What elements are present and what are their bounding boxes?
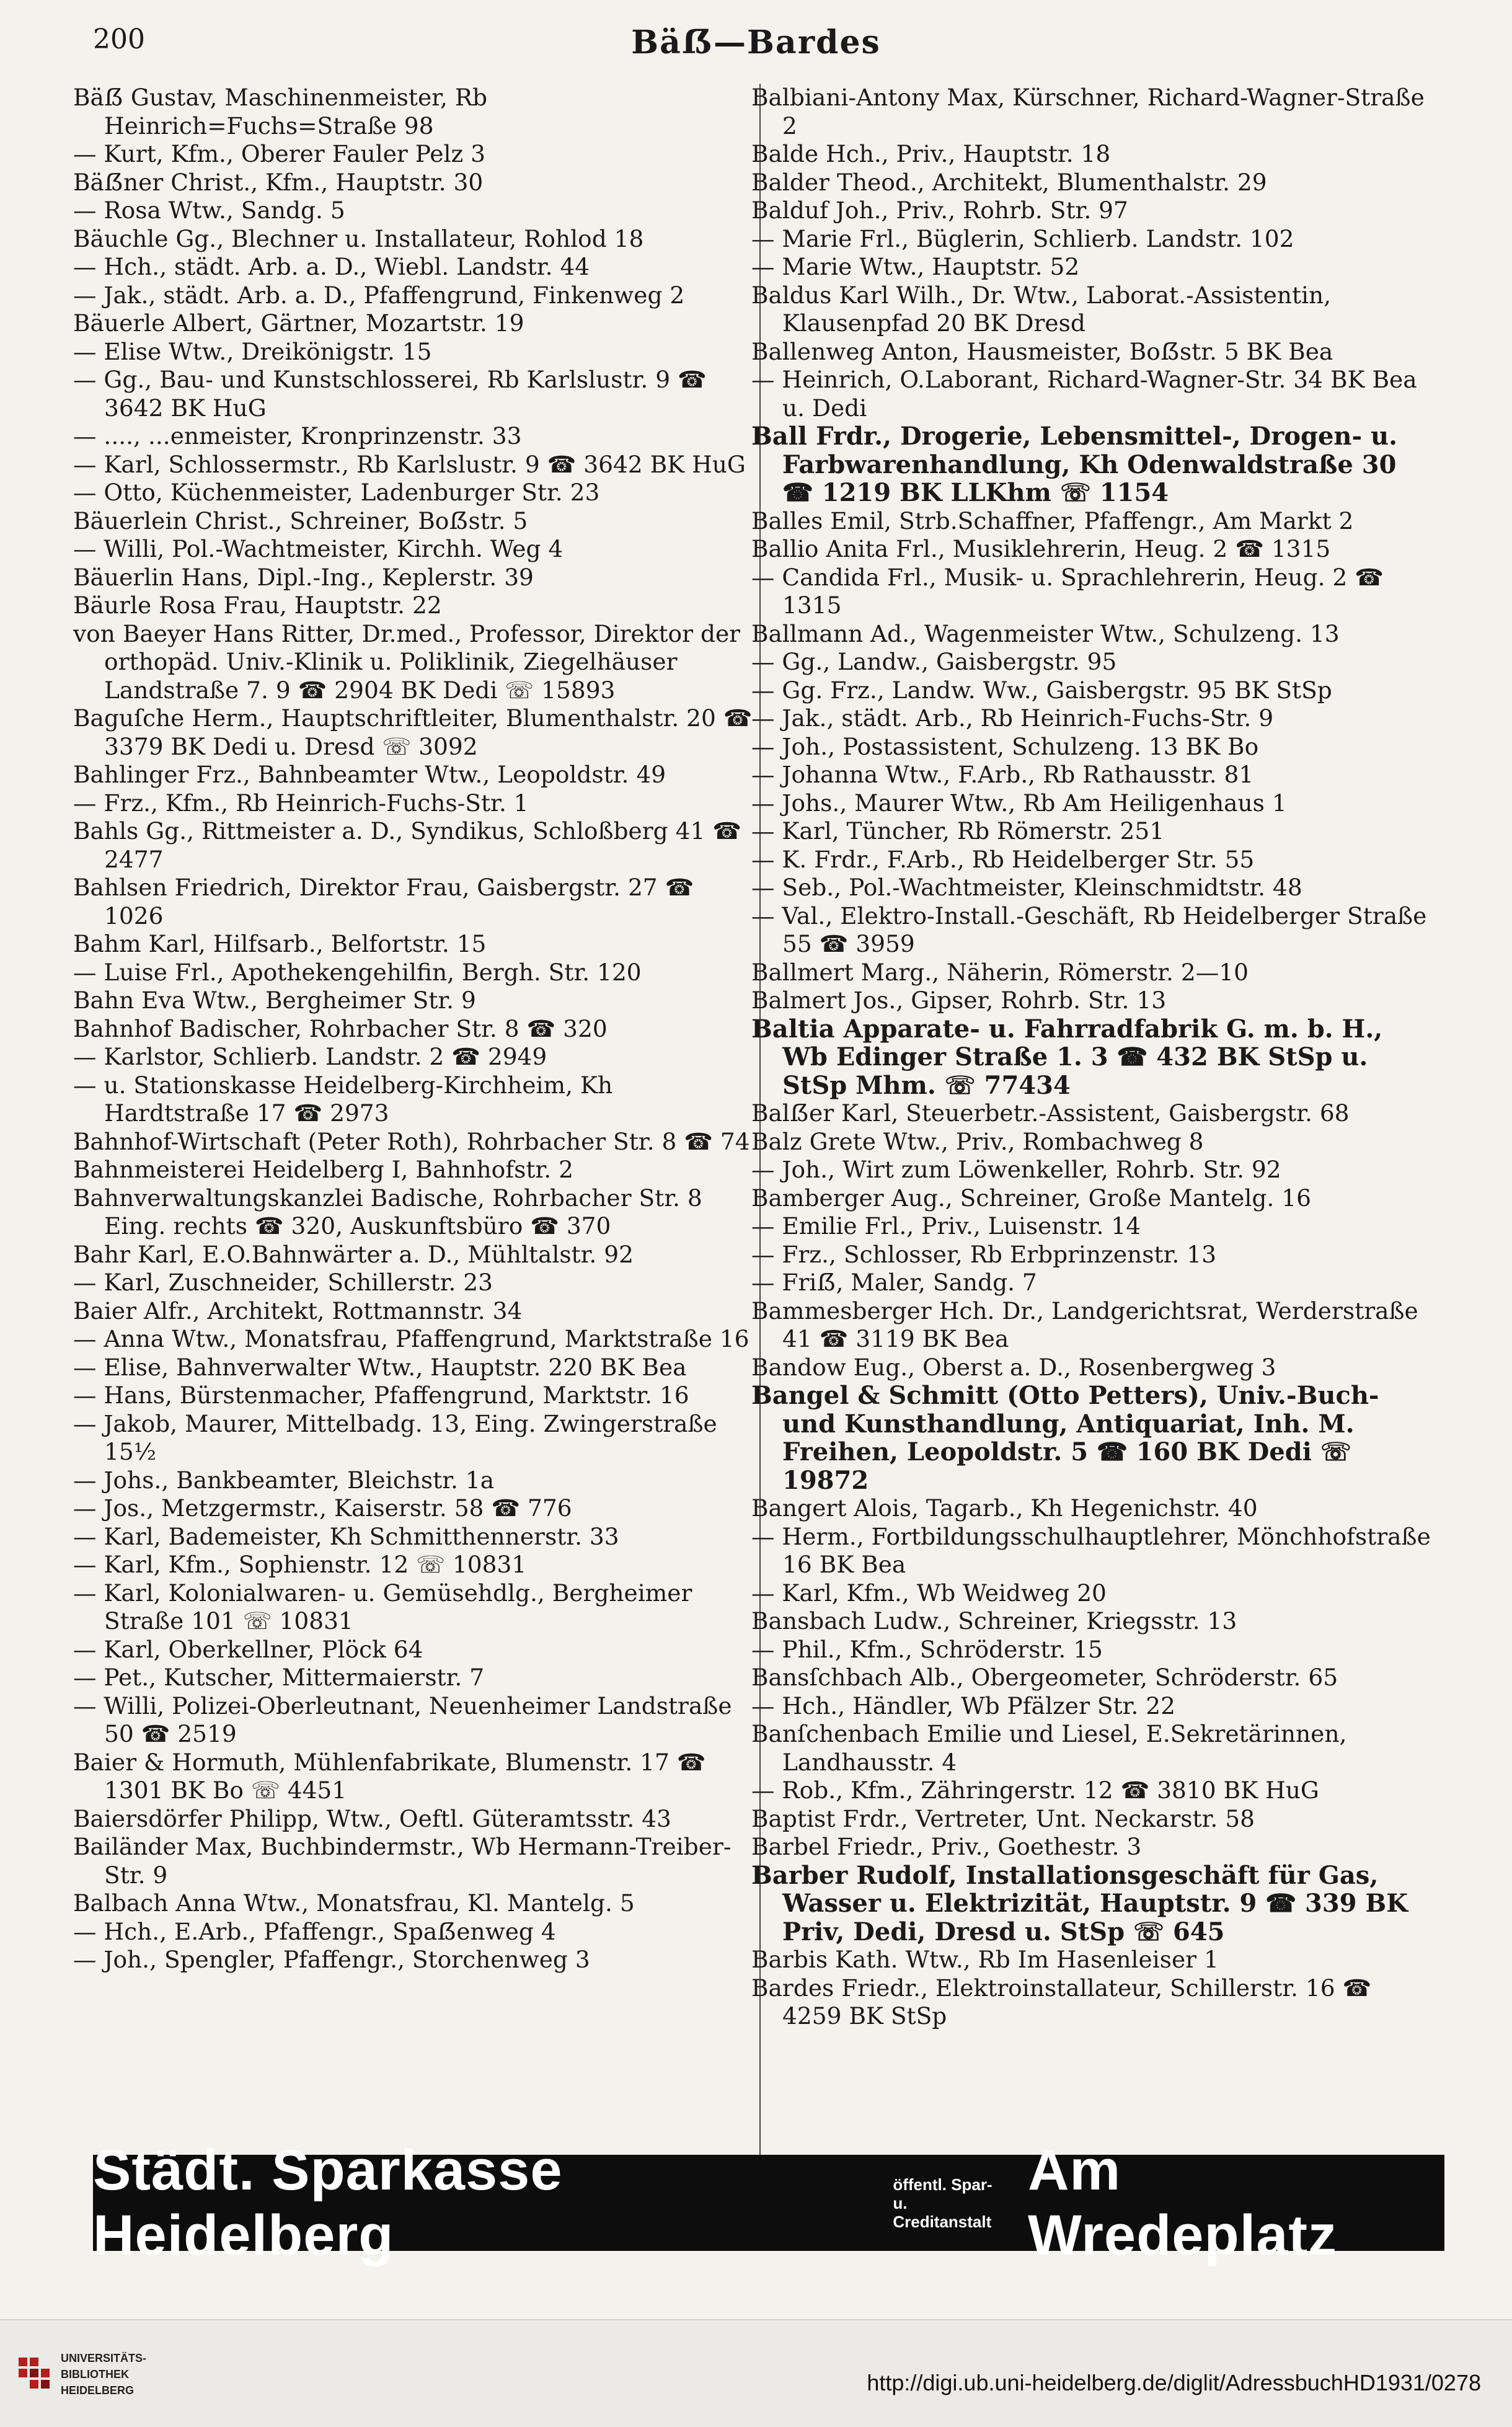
directory-entry: Baguſche Herm., Hauptschriftleiter, Blumenthalstr. 20 ☎ 3379 BK Dedi u. Dresd ☏ 3092 [73,704,753,760]
page-number: 200 [93,24,145,55]
directory-entry: — Johs., Bankbeamter, Bleichstr. 1a [73,1466,495,1494]
directory-entry: — Willi, Pol.-Wachtmeister, Kirchh. Weg 4 [73,535,564,562]
logo-line-1: UNIVERSITÄTS- [61,2352,147,2364]
directory-entry: Bäẞner Christ., Kfm., Hauptstr. 30 [73,168,484,196]
directory-entry: Bäuerle Albert, Gärtner, Mozartstr. 19 [73,309,524,337]
directory-entry: Bahn Eva Wtw., Bergheimer Str. 9 [73,987,476,1014]
directory-entry: Bäẞ Gustav, Maschinenmeister, Rb Heinrich=Fuchs=Straße 98 [73,84,488,140]
directory-entry: von Baeyer Hans Ritter, Dr.med., Professor, Direktor der orthopäd. Univ.-Klinik u. Poliklinik, Ziegelhäuser Landstraße 7. 9 ☎ 2904 BK Dedi ☏ 15893 [73,619,741,704]
directory-entry: — Karl, Bademeister, Kh Schmitthennerstr. 33 [73,1522,619,1550]
directory-entry: — Rosa Wtw., Sandg. 5 [73,197,345,224]
sparkasse-ad-banner [93,2138,1444,2267]
directory-entry: Banſchenbach Emilie und Liesel, E.Sekretärinnen, Landhausstr. 4 [751,1720,1347,1776]
directory-entry: — Val., Elektro-Install.-Geschäft, Rb Heidelberger Straße 55 ☎ 3959 [751,902,1427,957]
page-title: Bäẞ—Bardes [631,24,881,61]
directory-entry: Bansſchbach Alb., Obergeometer, Schröderstr. 65 [751,1664,1338,1691]
directory-entry: — u. Stationskasse Heidelberg-Kirchheim, Kh Hardtstraße 17 ☎ 2973 [73,1071,613,1127]
directory-entry: Bahlinger Frz., Bahnbeamter Wtw., Leopoldstr. 49 [73,761,666,788]
directory-entry: Bahnmeisterei Heidelberg I, Bahnhofstr. 2 [73,1156,573,1183]
directory-entry: — Karl, Kfm., Sophienstr. 12 ☏ 10831 [73,1551,527,1578]
directory-entry: Balbach Anna Wtw., Monatsfrau, Kl. Mantelg. 5 [73,1889,635,1917]
source-url-link[interactable]: http://digi.ub.uni-heidelberg.de/diglit/AdressbuchHD1931/0278 [867,2370,1481,2395]
directory-entry: — Gg., Landw., Gaisbergstr. 95 [751,648,1117,675]
directory-entry: Baldus Karl Wilh., Dr. Wtw., Laborat.-Assistentin, Klausenpfad 20 BK Dresd [751,281,1332,337]
directory-entry: — Heinrich, O.Laborant, Richard-Wagner-Str. 34 BK Bea u. Dedi [751,366,1417,422]
directory-entry: Ballmert Marg., Näherin, Römerstr. 2—10 [751,958,1249,986]
directory-entry: Ballmann Ad., Wagenmeister Wtw., Schulzeng. 13 [751,619,1340,647]
directory-entry: Ballio Anita Frl., Musiklehrerin, Heug. 2 ☎ 1315 [751,535,1331,562]
directory-entry-bold: Ball Frdr., Drogerie, Lebensmittel-, Drogen- u. Farbwarenhandlung, Kh Odenwaldstraße 30 ☎ 1219 BK LLKhm ☏ 1154 [751,422,1398,507]
logo-line-2: BIBLIOTHEK [61,2368,129,2380]
directory-entry-bold: Baltia Apparate- u. Fahrradfabrik G. m. b. H., Wb Edinger Straße 1. 3 ☎ 432 BK StSp u. StSp Mhm. ☏ 77434 [751,1014,1383,1100]
directory-entry: — Hch., städt. Arb. a. D., Wiebl. Landstr. 44 [73,253,590,280]
directory-entry: Bahlsen Friedrich, Direktor Frau, Gaisbergstr. 27 ☎ 1026 [73,874,694,930]
library-logo[interactable] [12,2345,167,2420]
ad-subtitle [893,2175,1010,2231]
directory-entry: Baier Alfr., Architekt, Rottmannstr. 34 [73,1297,523,1324]
directory-entry: — Hch., E.Arb., Pfaffengr., Spaẞenweg 4 [73,1917,556,1945]
directory-entry: Balles Emil, Strb.Schaffner, Pfaffengr., Am Markt 2 [751,507,1354,535]
directory-entry: Bäuchle Gg., Blechner u. Installateur, Rohlod 18 [73,224,644,252]
directory-entry: Balbiani-Antony Max, Kürschner, Richard-Wagner-Straße 2 [751,84,1425,140]
directory-entry: — Otto, Küchenmeister, Ladenburger Str. 23 [73,479,600,506]
directory-entry: — Candida Frl., Musik- u. Sprachlehrerin, Heug. 2 ☎ 1315 [751,563,1384,619]
directory-entry: — Karl, Oberkellner, Plöck 64 [73,1635,423,1663]
directory-entry: — Gg. Frz., Landw. Ww., Gaisbergstr. 95 BK StSp [751,676,1332,704]
directory-entry: — Karl, Zuschneider, Schillerstr. 23 [73,1269,493,1296]
directory-entry: — Joh., Wirt zum Löwenkeller, Rohrb. Str. 92 [751,1156,1281,1183]
directory-entry: — Karl, Kolonialwaren- u. Gemüsehdlg., Bergheimer Straße 101 ☏ 10831 [73,1579,692,1635]
directory-entry: Bäuerlein Christ., Schreiner, Boẞstr. 5 [73,507,528,535]
university-seal-icon [12,2351,62,2401]
directory-entry: Bäurle Rosa Frau, Hauptstr. 22 [73,592,442,619]
directory-entry: — Joh., Spengler, Pfaffengr., Storchenweg 3 [73,1946,590,1973]
directory-entry: — Johanna Wtw., F.Arb., Rb Rathausstr. 81 [751,761,1254,788]
directory-entry: — Emilie Frl., Priv., Luisenstr. 14 [751,1212,1141,1240]
directory-entry: — Jak., städt. Arb. a. D., Pfaffengrund, Finkenweg 2 [73,281,685,309]
directory-entry: — Frz., Kfm., Rb Heinrich-Fuchs-Str. 1 [73,789,529,817]
directory-entry-bold: Bangel & Schmitt (Otto Petters), Univ.-Buch- und Kunsthandlung, Antiquariat, Inh. M. Freihen, Leopoldstr. 5 ☎ 160 BK Dedi ☏ 19872 [751,1381,1379,1495]
directory-entry: Barbis Kath. Wtw., Rb Im Hasenleiser 1 [751,1946,1219,1973]
directory-entry: — Anna Wtw., Monatsfrau, Pfaffengrund, Marktstraße 16 [73,1325,749,1352]
directory-entry: — Luise Frl., Apothekengehilfin, Bergh. Str. 120 [73,958,642,986]
directory-entry: Bahls Gg., Rittmeister a. D., Syndikus, Schloßberg 41 ☎ 2477 [73,817,741,873]
directory-entry: Bamberger Aug., Schreiner, Große Mantelg. 16 [751,1184,1311,1212]
directory-entry: — Jakob, Maurer, Mittelbadg. 13, Eing. Zwingerstraße 15½ [73,1409,717,1465]
directory-entry: Balduf Joh., Priv., Rohrb. Str. 97 [751,197,1128,224]
logo-text [61,2350,146,2398]
left-column [73,84,755,1974]
directory-entry: — Marie Frl., Büglerin, Schlierb. Landstr. 102 [751,224,1294,252]
directory-entry: Balde Hch., Priv., Hauptstr. 18 [751,140,1111,167]
footer-bar [0,2319,1512,2427]
directory-entry: Bailänder Max, Buchbindermstr., Wb Hermann-Treiber-Str. 9 [73,1833,732,1889]
directory-entry: — Willi, Polizei-Oberleutnant, Neuenheimer Landstraße 50 ☎ 2519 [73,1692,732,1747]
directory-entry: — Seb., Pol.-Wachtmeister, Kleinschmidtstr. 48 [751,874,1302,901]
ad-subtitle-line-2: Creditanstalt [893,2212,992,2231]
directory-entry: — Phil., Kfm., Schröderstr. 15 [751,1635,1103,1663]
directory-entry: Balmert Jos., Gipser, Rohrb. Str. 13 [751,987,1167,1014]
directory-entry: — K. Frdr., F.Arb., Rb Heidelberger Str. 55 [751,845,1255,873]
directory-entry: Bahm Karl, Hilfsarb., Belfortstr. 15 [73,930,487,957]
directory-entry: Balder Theod., Architekt, Blumenthalstr. 29 [751,168,1267,196]
directory-entry: — Johs., Maurer Wtw., Rb Am Heiligenhaus 1 [751,789,1287,817]
directory-entry: Bansbach Ludw., Schreiner, Kriegsstr. 13 [751,1607,1237,1635]
ad-bank-name: Städt. Sparkasse Heidelberg [93,2138,563,2267]
directory-entry: — Hch., Händler, Wb Pfälzer Str. 22 [751,1692,1175,1719]
directory-entry: — Herm., Fortbildungsschulhauptlehrer, Mönchhofstraße 16 BK Bea [751,1522,1431,1578]
directory-entry: — Rob., Kfm., Zähringerstr. 12 ☎ 3810 BK HuG [751,1777,1319,1804]
directory-entry: — Hans, Bürstenmacher, Pfaffengrund, Marktstr. 16 [73,1382,689,1409]
directory-entry: — Karl, Tüncher, Rb Römerstr. 251 [751,817,1165,845]
directory-entry: Bangert Alois, Tagarb., Kh Hegenichstr. 40 [751,1494,1258,1522]
directory-entry: — Gg., Bau- und Kunstschlosserei, Rb Karlslustr. 9 ☎ 3642 BK HuG [73,366,707,422]
right-column [751,84,1433,2031]
directory-entry: Ballenweg Anton, Hausmeister, Boẞstr. 5 BK Bea [751,337,1333,365]
directory-entry: Bahnverwaltungskanzlei Badische, Rohrbacher Str. 8 Eing. rechts ☎ 320, Auskunftsbüro ☎ 370 [73,1184,702,1240]
directory-entry: — Frz., Schlosser, Rb Erbprinzenstr. 13 [751,1240,1216,1268]
directory-entry: Baptist Frdr., Vertreter, Unt. Neckarstr. 58 [751,1804,1255,1832]
directory-entry: Balz Grete Wtw., Priv., Rombachweg 8 [751,1127,1204,1155]
directory-entry: Bäuerlin Hans, Dipl.-Ing., Keplerstr. 39 [73,563,534,591]
directory-entry: — Pet., Kutscher, Mittermaierstr. 7 [73,1664,485,1691]
directory-entry: Baiersdörfer Philipp, Wtw., Oeftl. Güteramtsstr. 43 [73,1804,671,1832]
directory-entry: Bahnhof-Wirtschaft (Peter Roth), Rohrbacher Str. 8 ☎ 74 [73,1127,750,1155]
logo-line-3: HEIDELBERG [61,2384,135,2397]
directory-entry: — Jak., städt. Arb., Rb Heinrich-Fuchs-Str. 9 [751,704,1274,732]
directory-entry: Bahnhof Badischer, Rohrbacher Str. 8 ☎ 320 [73,1014,608,1042]
directory-entry: — Karl, Schlossermstr., Rb Karlslustr. 9 ☎ 3642 BK HuG [73,450,746,478]
directory-entry: Barbel Friedr., Priv., Goethestr. 3 [751,1833,1142,1860]
ad-subtitle-line-1: öffentl. Spar- u. [893,2175,993,2212]
directory-entry: — Elise, Bahnverwalter Wtw., Hauptstr. 220 BK Bea [73,1353,687,1381]
directory-entry: — Joh., Postassistent, Schulzeng. 13 BK Bo [751,732,1259,760]
directory-entry: — Elise Wtw., Dreikönigstr. 15 [73,337,432,365]
directory-entry: — Kurt, Kfm., Oberer Fauler Pelz 3 [73,140,486,167]
directory-entry: Bammesberger Hch. Dr., Landgerichtsrat, Werderstraße 41 ☎ 3119 BK Bea [751,1297,1418,1352]
directory-entry: — Karlstor, Schlierb. Landstr. 2 ☎ 2949 [73,1043,547,1070]
directory-entry: Bandow Eug., Oberst a. D., Rosenbergweg 3 [751,1353,1276,1381]
directory-entry: — Jos., Metzgermstr., Kaiserstr. 58 ☎ 776 [73,1494,572,1522]
directory-entry-bold: Barber Rudolf, Installationsgeschäft für Gas, Wasser u. Elektrizität, Hauptstr. 9 ☎ 339 BK Priv, Dedi, Dresd u. StSp ☏ 645 [751,1860,1408,1946]
directory-entry: Baier & Hormuth, Mühlenfabrikate, Blumenstr. 17 ☎ 1301 BK Bo ☏ 4451 [73,1748,706,1804]
directory-entry: — Marie Wtw., Hauptstr. 52 [751,253,1080,280]
directory-entry: Bahr Karl, E.O.Bahnwärter a. D., Mühltalstr. 92 [73,1240,634,1268]
ad-address: Am Wredeplatz [1027,2138,1338,2267]
directory-entry: Balẞer Karl, Steuerbetr.-Assistent, Gaisbergstr. 68 [751,1099,1350,1127]
directory-entry: — Karl, Kfm., Wb Weidweg 20 [751,1579,1107,1607]
directory-entry: — ...., ...enmeister, Kronprinzenstr. 33 [73,422,522,450]
directory-entry: Bardes Friedr., Elektroinstallateur, Schillerstr. 16 ☎ 4259 BK StSp [751,1974,1372,2030]
directory-entry: — Friẞ, Maler, Sandg. 7 [751,1269,1037,1296]
